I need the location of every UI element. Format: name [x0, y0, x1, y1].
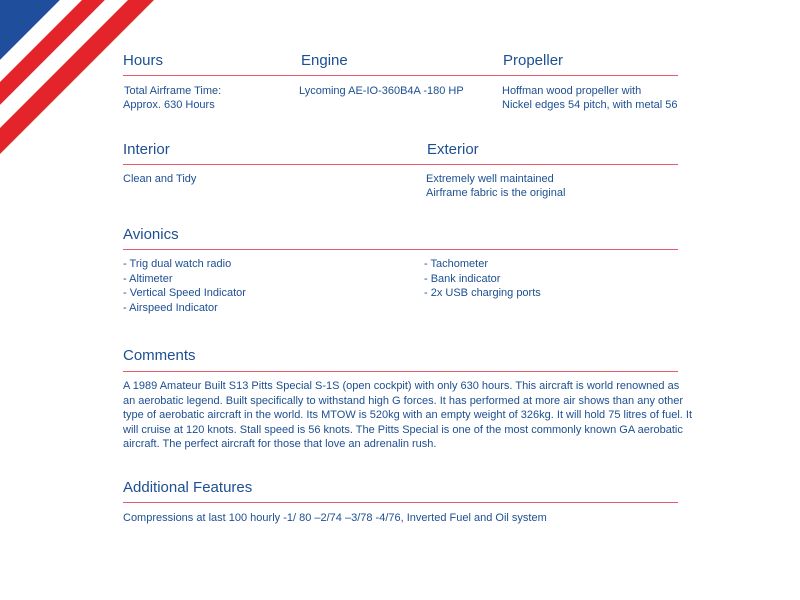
list-item: - 2x USB charging ports [424, 287, 541, 299]
additional-features-text: Compressions at last 100 hourly -1/ 80 –2/74 –3/78 -4/76, Inverted Fuel and Oil system [123, 512, 547, 524]
additional-features-heading: Additional Features [123, 479, 253, 496]
avionics-list-left [123, 257, 246, 315]
avionics-heading: Avionics [123, 226, 179, 243]
list-item: - Tachometer [424, 258, 488, 270]
corner-stripes-decoration [0, 0, 160, 160]
comments-text: A 1989 Amateur Built S13 Pitts Special S-1S (open cockpit) with only 630 hours. This aircraft is world renowned as an aerobatic legend. Built specifically to withstand high G forces. It has performed at more air shows than any other type of aerobatic aircraft in the world. Its MTOW is 520kg with an empty weight of 326kg. It will hold 75 litres of fuel. It will cruise at 120 knots. Stall speed is 56 knots. The Pitts Special is one of the most commonly known GA aerobatic aircraft. The perfect aircraft for those that love an adrenalin rush. [123, 380, 692, 450]
hours-line-1: Total Airframe Time: [124, 85, 222, 97]
avionics-list-right [424, 257, 541, 301]
propeller-line-1: Hoffman wood propeller with [502, 85, 642, 97]
list-item: - Trig dual watch radio [123, 258, 232, 270]
propeller-line-2: Nickel edges 54 pitch, with metal 56 [502, 99, 678, 111]
avionics-divider [123, 249, 678, 250]
engine-heading: Engine [301, 52, 348, 69]
interior-text: Clean and Tidy [123, 173, 197, 185]
list-item: - Vertical Speed Indicator [123, 287, 246, 299]
engine-text: Lycoming AE-IO-360B4A -180 HP [299, 85, 464, 97]
interior-heading: Interior [123, 141, 170, 158]
list-item: - Altimeter [123, 272, 173, 285]
comments-divider [123, 371, 678, 372]
top-row-divider [123, 75, 678, 76]
comments-heading: Comments [123, 347, 196, 364]
hours-heading: Hours [123, 52, 164, 69]
exterior-line-1: Extremely well maintained [426, 173, 554, 185]
list-item: - Airspeed Indicator [123, 301, 218, 314]
hours-line-2: Approx. 630 Hours [123, 99, 215, 111]
list-item: - Bank indicator [424, 272, 501, 285]
additional-features-divider [123, 502, 678, 503]
exterior-line-2: Airframe fabric is the original [426, 187, 566, 199]
exterior-heading: Exterior [427, 141, 479, 158]
interior-exterior-divider [123, 164, 678, 165]
propeller-heading: Propeller [503, 52, 564, 69]
